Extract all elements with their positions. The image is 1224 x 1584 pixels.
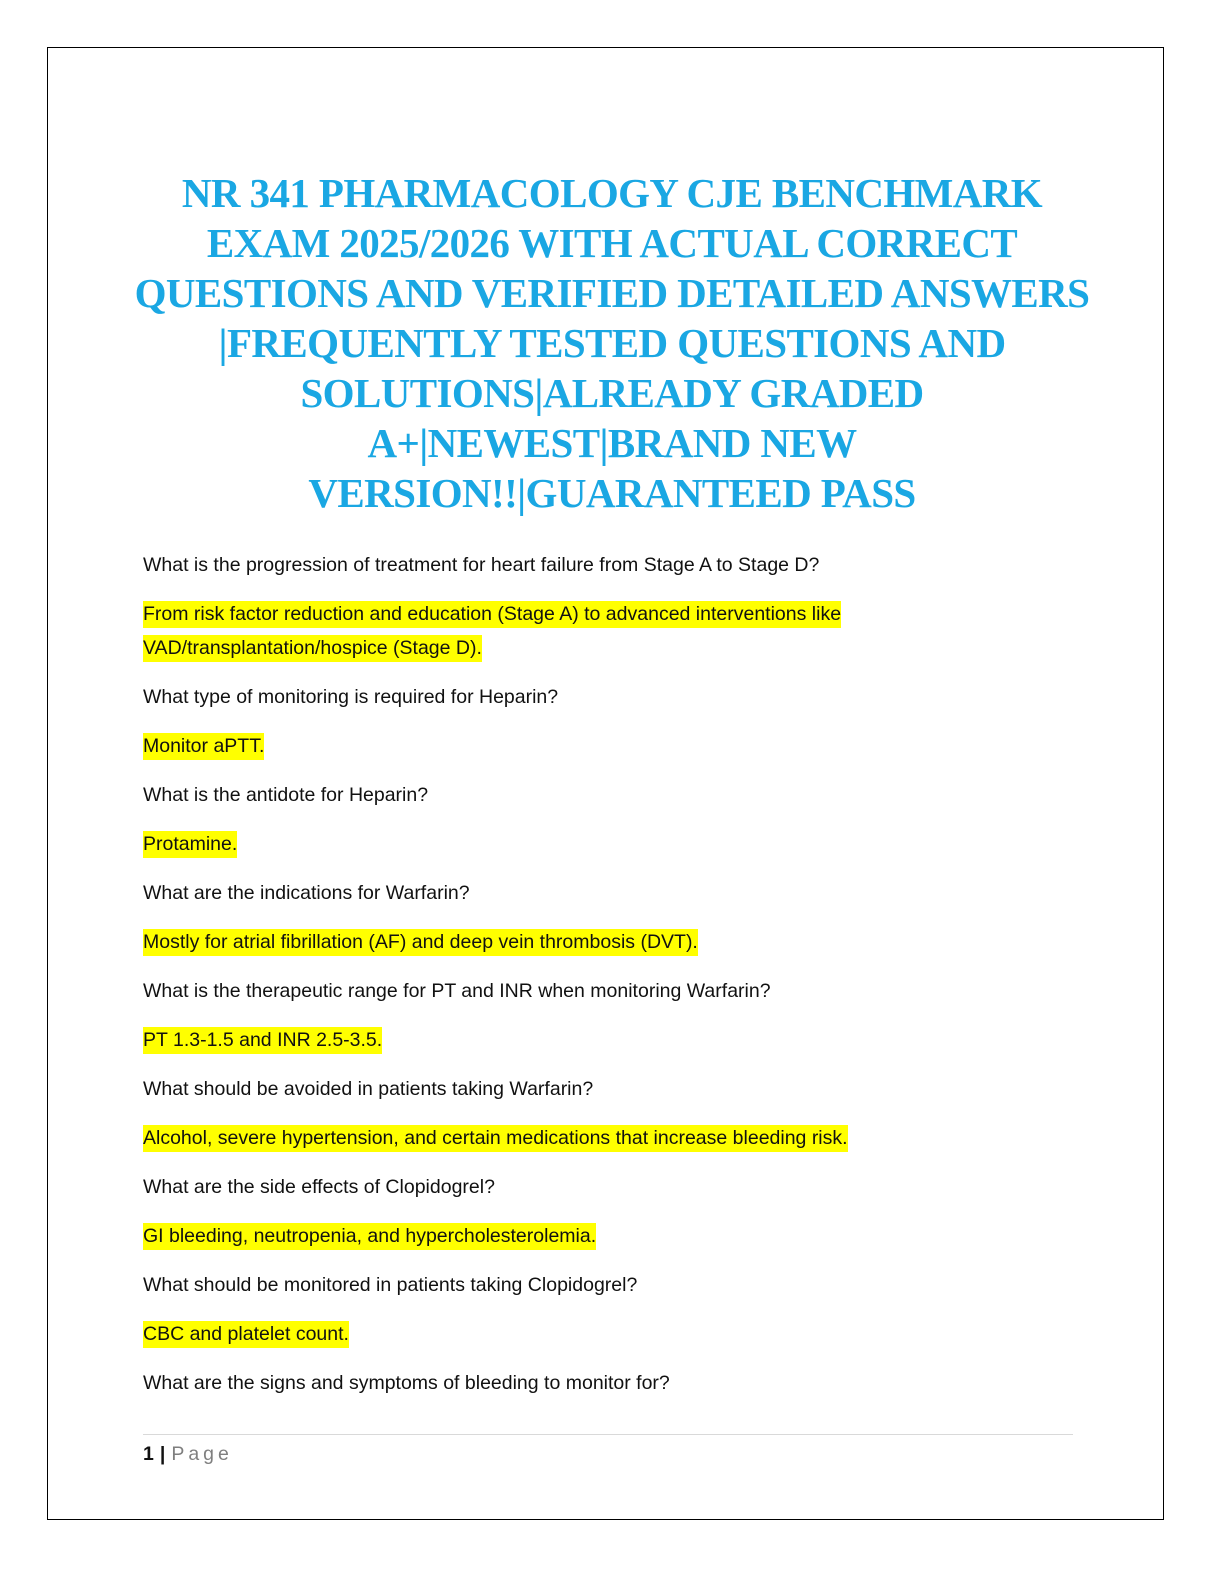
qa-item: [143, 1072, 1073, 1155]
footer-separator: |: [159, 1443, 166, 1465]
answer-text: [143, 1317, 1073, 1351]
page-label: Page: [171, 1443, 233, 1465]
answer-text: [143, 729, 1073, 763]
question-text: What is the antidote for Heparin?: [143, 784, 429, 806]
answer-highlight: Alcohol, severe hypertension, and certain medications that increase bleeding risk.: [143, 1125, 848, 1152]
answer-text: [143, 925, 1073, 959]
answer-text: [143, 1121, 1073, 1155]
document-title: NR 341 PHARMACOLOGY CJE BENCHMARK EXAM 2025/2026 WITH ACTUAL CORRECT QUESTIONS AND VERIFIED DETAILED ANSWERS |FREQUENTLY TESTED QUESTIONS AND SOLUTIONS|ALREADY GRADED A+|NEWEST|BRAND NEW VERSION!!|GUARANTEED PASS: [134, 170, 1090, 516]
question-text: What should be avoided in patients taking Warfarin?: [143, 1078, 594, 1100]
answer-highlight: PT 1.3-1.5 and INR 2.5-3.5.: [143, 1027, 382, 1054]
question-text: What are the indications for Warfarin?: [143, 882, 470, 904]
answer-text: [143, 597, 1073, 665]
qa-item: [143, 876, 1073, 959]
answer-highlight: GI bleeding, neutropenia, and hypercholesterolemia.: [143, 1223, 596, 1250]
question-text: What type of monitoring is required for Heparin?: [143, 686, 559, 708]
question-text: What should be monitored in patients taking Clopidogrel?: [143, 1274, 638, 1296]
qa-item: [143, 1268, 1073, 1351]
question-text: What are the signs and symptoms of bleeding to monitor for?: [143, 1372, 670, 1394]
answer-highlight: Monitor aPTT.: [143, 733, 264, 760]
answer-highlight: CBC and platelet count.: [143, 1321, 349, 1348]
answer-highlight: Mostly for atrial fibrillation (AF) and deep vein thrombosis (DVT).: [143, 929, 698, 956]
answer-highlight: Protamine.: [143, 831, 237, 858]
page-footer: [143, 1440, 233, 1468]
qa-item: [143, 1366, 1073, 1400]
question-text: What is the progression of treatment for heart failure from Stage A to Stage D?: [143, 554, 820, 576]
qa-item: [143, 680, 1073, 763]
answer-text: [143, 1023, 1073, 1057]
qa-item: [143, 974, 1073, 1057]
question-text: What is the therapeutic range for PT and INR when monitoring Warfarin?: [143, 980, 771, 1002]
qa-item: [143, 548, 1073, 665]
qa-item: [143, 1170, 1073, 1253]
answer-text: [143, 1219, 1073, 1253]
answer-highlight: From risk factor reduction and education (Stage A) to advanced interventions like VAD/transplantation/hospice (Stage D).: [143, 601, 841, 662]
qa-list: [143, 548, 1073, 1415]
qa-item: [143, 778, 1073, 861]
footer-divider: [143, 1434, 1073, 1435]
page-number: 1: [143, 1443, 154, 1465]
answer-text: [143, 827, 1073, 861]
question-text: What are the side effects of Clopidogrel?: [143, 1176, 495, 1198]
